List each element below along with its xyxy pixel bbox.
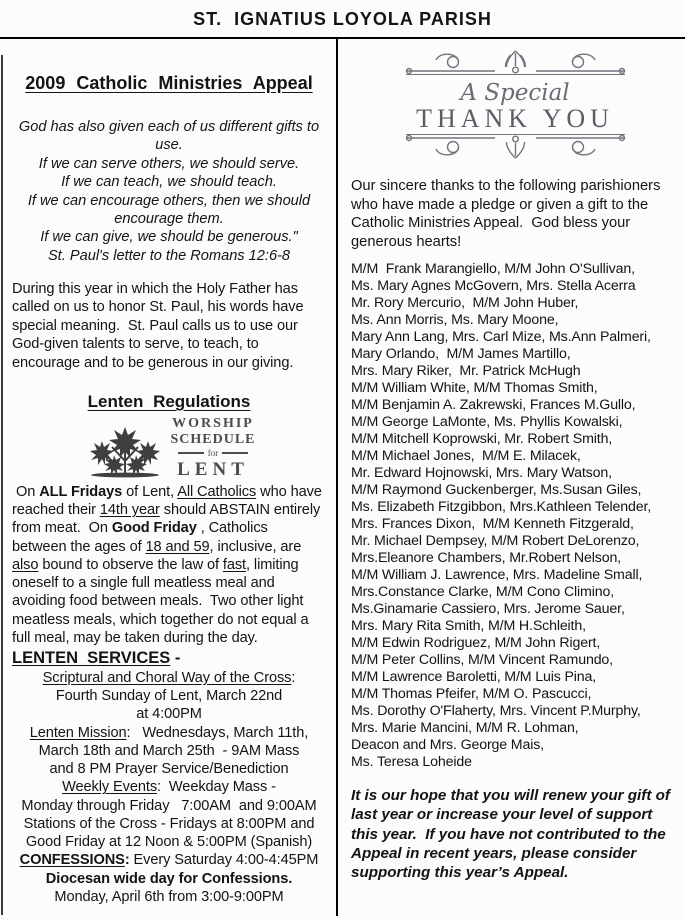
text-segment: of Lent, [122, 483, 178, 500]
thank-you-ornament [398, 49, 633, 165]
quote-line: God has also given each of us different gifts to use. [18, 119, 324, 154]
parishioner-name: Mrs. Frances Dixon, M/M Kenneth Fitzgerald, [351, 516, 634, 533]
parishioner-name: Mrs. Marie Mancini, M/M R. Lohman, [351, 720, 579, 737]
text-segment: 18 and 59 [145, 538, 210, 555]
left-rule-line [178, 452, 204, 454]
text-segment: bound to observe the law of [38, 556, 223, 573]
parishioner-name: M/M Mitchell Koprowski, Mr. Robert Smith, [351, 431, 613, 448]
right-column [338, 39, 685, 916]
lenten-services-schedule [12, 669, 326, 906]
text-segment: ALL Fridays [39, 483, 123, 500]
left-column [0, 39, 338, 916]
flourish-top-icon [398, 49, 633, 77]
schedule-line [12, 742, 326, 760]
quote-line: If we can teach, we should teach. [61, 174, 277, 191]
text-segment: 14th year [99, 502, 160, 519]
parishioner-name: Mrs.Constance Clarke, M/M Cono Climino, [351, 584, 614, 601]
text-segment: Monday through Friday 7:00AM and 9:00AM [21, 797, 317, 814]
schedule-line [12, 797, 326, 815]
schedule-line [12, 815, 326, 833]
flourish-bottom-icon [398, 132, 633, 160]
text-segment: Lenten Mission [29, 724, 127, 741]
caption-line-for [170, 449, 255, 458]
parishioner-name: M/M Peter Collins, M/M Vincent Ramundo, [351, 652, 613, 669]
text-segment: : Weekday Mass - [157, 779, 276, 796]
parishioner-name: M/M Benjamin A. Zakrewski, Frances M.Gullo, [351, 397, 636, 414]
text-segment: March 18th and March 25th - 9AM Mass [38, 742, 300, 759]
text-segment: Every Saturday 4:00-4:45PM [133, 852, 319, 869]
schedule-line [12, 888, 326, 906]
worship-schedule-caption [170, 417, 255, 479]
text-segment: - [170, 648, 181, 667]
parishioner-name: Ms.Ginamarie Cassiero, Mrs. Jerome Sauer, [351, 601, 625, 618]
parishioner-name: Mary Orlando, M/M James Martillo, [351, 346, 571, 363]
text-segment: , inclusive, are [209, 538, 306, 555]
parishioner-name: M/M Frank Marangiello, M/M John O'Sullivan, [351, 261, 635, 278]
parishioner-name: Deacon and Mrs. George Mais, [351, 737, 544, 754]
text-segment: , Catholics between the ages of [12, 520, 272, 555]
parishioner-name: M/M George LaMonte, Ms. Phyllis Kowalski, [351, 414, 623, 431]
lent-worship-graphic [12, 415, 326, 479]
schedule-line [12, 705, 326, 723]
parishioner-name: Mr. Rory Mercurio, M/M John Huber, [351, 295, 579, 312]
text-segment: at 4:00PM [136, 706, 202, 723]
text-segment: and 8 PM Prayer Service/Benediction [49, 761, 289, 778]
schedule-line [12, 669, 326, 687]
schedule-line [12, 760, 326, 778]
parishioner-name: Ms. Teresa Loheide [351, 754, 472, 771]
schedule-line [12, 851, 326, 869]
schedule-line [12, 870, 326, 888]
caption-line-lent: LENT [177, 458, 249, 480]
lent-bush-icon [82, 417, 168, 479]
appeal-heading: 2009 Catholic Ministries Appeal [25, 73, 313, 93]
two-column-layout [0, 39, 685, 916]
quote-line: St. Paul's letter to the Romans 12:6-8 [47, 247, 291, 264]
text-segment: All Catholics [177, 483, 257, 500]
text-segment: CONFESSIONS [19, 852, 125, 869]
parishioner-name: Mr. Edward Hojnowski, Mrs. Mary Watson, [351, 465, 612, 482]
parishioner-name: M/M Raymond Guckenberger, Ms.Susan Giles, [351, 482, 642, 499]
text-segment: Diocesan wide day for Confessions. [45, 870, 293, 887]
parishioner-name: Ms. Mary Agnes McGovern, Mrs. Stella Acerra [351, 278, 636, 295]
parishioner-name: M/M William White, M/M Thomas Smith, [351, 380, 598, 397]
text-segment: should ABSTAIN entirely from meat. On [12, 502, 325, 537]
appeal-paragraph: During this year in which the Holy Father has called on us to honor St. Paul, his words have special meaning. St. Paul calls us to use our God-given talents to serve, to teach, to encourage and to be generous in our giving. [12, 281, 308, 371]
parishioner-name-list [351, 261, 679, 771]
scan-edge-line [1, 55, 3, 915]
thanks-intro-paragraph: Our sincere thanks to the following parishioners who have made a pledge or given a gift to the Catholic Ministries Appeal. God bless your generous hearts! [351, 178, 665, 250]
text-segment: Weekly Events [62, 779, 158, 796]
parishioner-name: M/M Edwin Rodriguez, M/M John Rigert, [351, 635, 601, 652]
caption-line-worship: WORSHIP [172, 415, 254, 431]
lenten-regulations-heading: Lenten Regulations [87, 391, 251, 411]
quote-line: If we can serve others, we should serve. [38, 155, 300, 172]
schedule-line [12, 687, 326, 705]
parishioner-name: M/M Lawrence Baroletti, M/M Luis Pina, [351, 669, 597, 686]
lenten-rules-paragraph [12, 483, 326, 647]
text-segment: Stations of the Cross - Fridays at 8:00PM and [23, 815, 315, 832]
schedule-line [12, 724, 326, 742]
parishioner-name: Ms. Elizabeth Fitzgibbon, Mrs.Kathleen Telender, [351, 499, 652, 516]
a-special-text: A Special [460, 80, 570, 106]
thank-you-text: THANK YOU [416, 104, 614, 133]
parishioner-name: Mr. Michael Dempsey, M/M Robert DeLorenzo, [351, 533, 640, 550]
text-segment: Good Friday [111, 520, 197, 537]
text-segment: On [12, 483, 40, 500]
page-title: ST. IGNATIUS LOYOLA PARISH [193, 9, 492, 29]
text-segment: Good Friday at 12 Noon & 5:00PM (Spanish) [25, 834, 313, 851]
parishioner-name: M/M William J. Lawrence, Mrs. Madeline Small, [351, 567, 643, 584]
text-segment: : [124, 852, 134, 869]
text-segment: Scriptural and Choral Way of the Cross [42, 669, 292, 686]
parishioner-name: Mrs. Mary Rita Smith, M/M H.Schleith, [351, 618, 586, 635]
right-rule-line [222, 452, 248, 454]
text-segment: fast [222, 556, 247, 573]
text-segment: also [12, 556, 39, 573]
text-segment: , limiting oneself to a single full meatless meal and avoiding food between meals. Two other light meatless meals, which together do not equal a full meal, may be taken during the day. [12, 556, 313, 646]
parishioner-name: M/M Michael Jones, M/M E. Milacek, [351, 448, 581, 465]
quote-line: If we can encourage others, then we should encourage them. [27, 192, 315, 227]
schedule-line [12, 778, 326, 796]
text-segment: : [291, 669, 296, 686]
text-segment: Fourth Sunday of Lent, March 22nd [55, 688, 283, 705]
text-segment: Monday, April 6th from 3:00-9:00PM [54, 888, 284, 905]
lenten-services-heading [12, 649, 326, 668]
parishioner-name: M/M Thomas Pfeifer, M/M O. Pascucci, [351, 686, 592, 703]
renewal-appeal-paragraph: It is our hope that you will renew your gift of last year or increase your level of support this year. If you have not contributed to the Appeal in recent years, please consider supporting this year’s Appeal. [351, 787, 675, 882]
parishioner-name: Mary Ann Lang, Mrs. Carl Mize, Ms.Ann Palmeri, [351, 329, 651, 346]
parishioner-name: Mrs. Mary Riker, Mr. Patrick McHugh [351, 363, 581, 380]
text-segment: : Wednesdays, March 11th, [126, 724, 309, 741]
romans-quote [12, 118, 326, 265]
quote-line: If we can give, we should be generous." [40, 229, 298, 246]
text-segment: LENTEN SERVICES [12, 648, 171, 667]
text-segment: who have reached their [12, 483, 326, 519]
parishioner-name: Ms. Dorothy O'Flaherty, Mrs. Vincent P.Murphy, [351, 703, 641, 720]
caption-line-schedule: SCHEDULE [170, 431, 256, 447]
parishioner-name: Mrs.Eleanore Chambers, Mr.Robert Nelson, [351, 550, 621, 567]
parishioner-name: Ms. Ann Morris, Ms. Mary Moone, [351, 312, 559, 329]
for-text: for [207, 447, 219, 458]
schedule-line [12, 833, 326, 851]
